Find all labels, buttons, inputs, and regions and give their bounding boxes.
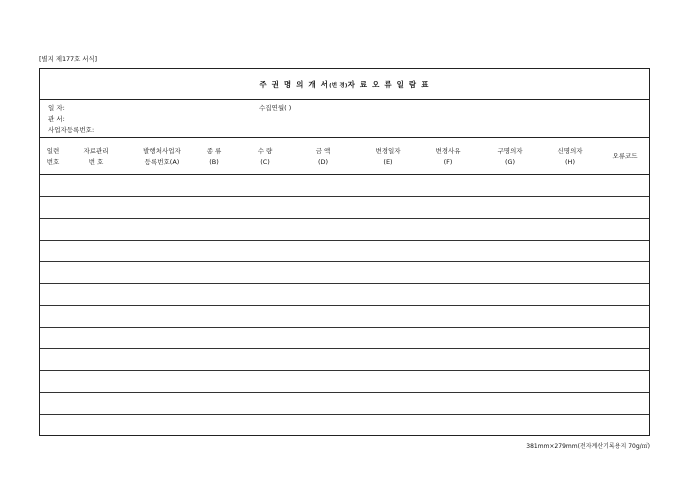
header-type: 종 류 (B)	[206, 147, 222, 166]
header-quantity: 수 량 (C)	[257, 147, 273, 166]
info-section	[40, 100, 649, 138]
table-row	[40, 414, 649, 415]
table-row	[40, 196, 649, 197]
table-row	[40, 240, 649, 241]
table-header	[40, 138, 649, 175]
title-small: (번 경)	[329, 82, 348, 89]
table-row	[40, 305, 649, 306]
header-amount: 금 액 (D)	[315, 147, 331, 166]
table-row	[40, 261, 649, 262]
paper-spec-footer: 381mm×279mm(전자계산기록용지 70g/㎡)	[526, 443, 650, 450]
collection-month-label: 수집연월( )	[259, 104, 292, 112]
table-row	[40, 348, 649, 349]
header-former-holder: 구명의자 (G)	[497, 147, 523, 166]
header-error-code: 오류코드	[612, 152, 638, 160]
office-label: 관 서:	[48, 115, 65, 123]
header-new-holder: 신명의자 (H)	[557, 147, 583, 166]
table-row	[40, 283, 649, 284]
business-number-label: 사업자등록번호:	[48, 126, 95, 134]
title-row	[40, 69, 649, 100]
table-row	[40, 392, 649, 393]
date-label: 일 자:	[48, 104, 65, 112]
header-serial-number: 일련 번호	[46, 147, 60, 166]
table-row	[40, 218, 649, 219]
title-part-1: 주 권 명 의 개 서	[259, 79, 330, 89]
form-title	[259, 79, 429, 90]
table-row	[40, 327, 649, 328]
title-part-2: 자 료 오 류 일 람 표	[347, 79, 430, 89]
table-row	[40, 370, 649, 371]
header-change-reason: 변경사유 (F)	[435, 147, 461, 166]
form-frame	[39, 68, 650, 436]
header-issuer-business-number: 발행처사업자 등록번호(A)	[143, 147, 181, 166]
header-record-number: 자료관리 번 호	[83, 147, 109, 166]
table-body	[40, 175, 649, 436]
header-change-date: 변경일자 (E)	[375, 147, 401, 166]
form-number: [별지 제177호 서식]	[39, 55, 97, 63]
